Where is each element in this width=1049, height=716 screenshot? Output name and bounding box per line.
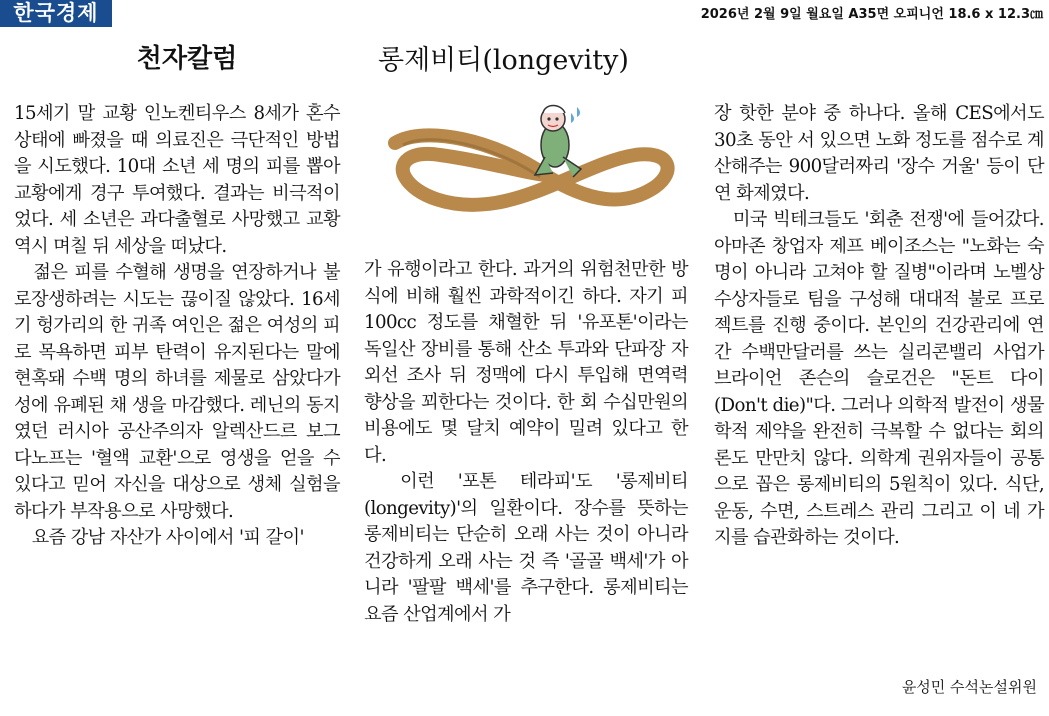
article-column-1 bbox=[14, 101, 340, 552]
runner-figure-icon bbox=[535, 106, 581, 178]
page-title: 롱제비티(longevity) bbox=[378, 45, 629, 76]
article-text-2: 가 유행이라고 한다. 과거의 위험천만한 방식에 비해 훨씬 과학적이긴 하다. 자기 피 100cc 정도를 채혈한 뒤 '유포톤'이라는 독일산 장비를 통해 산소 투과와 단파장 자외선 조사 뒤 정맥에 다시 투입해 면역력 향상을 꾀한다는 것이다. 한 회 수십만원의 비용에도 몇 달치 예약이 밀려 있다고 한다. 이런 '포톤 테라피'도 '롱제비티(longevity)'의 일환이다. 장수를 뜻하는 롱제비티는 단순히 오래 사는 것이 아니라 건강하게 오래 사는 것 즉 '골골 백세'가 아니라 '팔팔 백세'를 추구한다. 롱제비티는 요즘 산업계에서 가 bbox=[364, 259, 688, 625]
byline: 윤성민 수석논설위원 bbox=[901, 678, 1037, 696]
article-column-3 bbox=[714, 101, 1044, 552]
article-text-1: 15세기 말 교황 인노켄티우스 8세가 혼수상태에 빠졌을 때 의료진은 극단적인 방법을 시도했다. 10대 소년 세 명의 피를 뽑아 교황에게 경구 투여했다. 결과는 비극적이었다. 세 소년은 과다출혈로 사망했고 교황 역시 며칠 뒤 세상을 떠났다. 젊은 피를 수혈해 생명을 연장하거나 불로장생하려는 시도는 끊이질 않았다. 16세기 헝가리의 한 귀족 여인은 젊은 여성의 피로 목욕하면 피부 탄력이 유지된다는 말에 현혹돼 수백 명의 하녀를 제물로 삼았다가 성에 유폐된 채 생을 마감했다. 레닌의 동지였던 러시아 공산주의자 알렉산드르 보그다노프는 '혈액 교환'으로 영생을 얻을 수 있다고 믿어 자신을 대상으로 생체 실험을 하다가 부작용으로 사망했다. 요즘 강남 자산가 사이에서 '피 갈이' bbox=[14, 103, 340, 548]
article-column-2 bbox=[364, 257, 688, 628]
newspaper-logo: 한국경제 bbox=[0, 0, 112, 27]
column-name: 천자칼럼 bbox=[136, 44, 238, 74]
issue-info: 2026년 2월 9일 월요일 A35면 오피니언 18.6 x 12.3㎝ bbox=[700, 7, 1043, 22]
runner-on-infinity-loop-illustration bbox=[385, 95, 685, 230]
article-text-3: 장 핫한 분야 중 하나다. 올해 CES에서도 30초 동안 서 있으면 노화 정도를 점수로 계산해주는 900달러짜리 '장수 거울' 등이 단연 화제였다. 미국 빅테크들도 '회춘 전쟁'에 들어갔다. 아마존 창업자 제프 베이조스는 "노화는 숙명이 아니라 고쳐야 할 질병"이라며 노벨상 수상자들로 팀을 구성해 대대적 불로 프로젝트를 진행 중이다. 본인의 건강관리에 연간 수백만달러를 쓰는 실리콘밸리 사업가 브라이언 존슨의 슬로건은 "돈트 다이(Don't die)"다. 그러나 의학적 발전이 생물학적 제약을 완전히 극복할 수 없다는 회의론도 만만치 않다. 의학계 권위자들이 공통으로 꼽은 롱제비티의 5원칙이 있다. 식단, 운동, 수면, 스트레스 관리 그리고 이 네 가지를 습관화하는 것이다. bbox=[714, 103, 1044, 548]
